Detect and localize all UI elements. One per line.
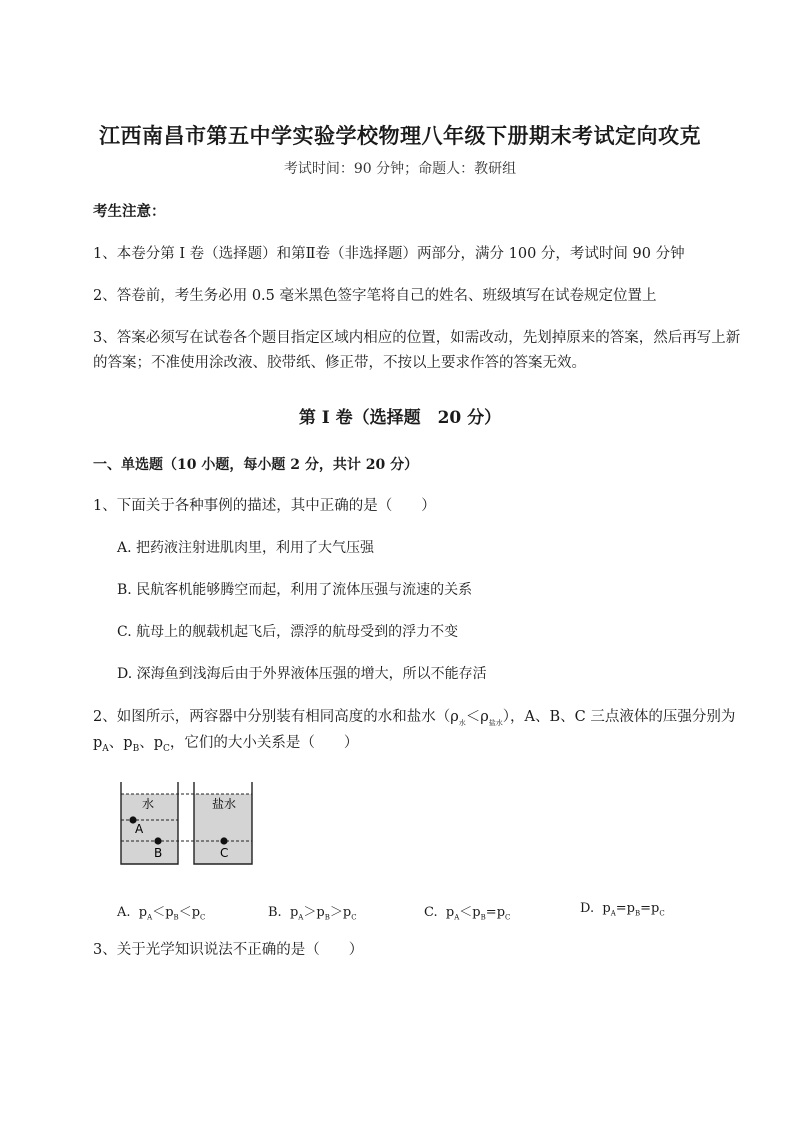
label-point-a: A (135, 822, 144, 836)
q2-choice-d: D. $p_A=p_B=p_C$ (580, 901, 665, 918)
q2-stem: 2、如图所示，两容器中分别装有相同高度的水和盐水$(\rho_水<\rho_{盐水})$，A、B、C 三点液体的压强分别为 (93, 709, 736, 727)
label-point-b: B (154, 846, 163, 860)
label-point-c: C (220, 846, 229, 860)
point-b-dot (154, 837, 161, 844)
q2-choice-b: B. $p_A>p_B>p_C$ (268, 905, 357, 922)
q2-choice-c: C. $p_A<p_B=p_C$ (424, 905, 511, 922)
q2-stem-line2: $p_A$、$p_B$、$p_C$，它们的大小关系是（ ） (93, 735, 359, 754)
label-water: 水 (142, 797, 155, 811)
page-title: 江西南昌市第五中学实验学校物理八年级下册期末考试定向攻克 (99, 123, 701, 148)
q1-option-c: C. 航母上的舰载机起飞后，漂浮的航母受到的浮力不变 (117, 624, 459, 640)
q1-option-b: B. 民航客机能够腾空而起，利用了流体压强与流速的关系 (117, 582, 473, 598)
notice-item-1: 1、本卷分第 I 卷（选择题）和第Ⅱ卷（非选择题）两部分，满分 100 分，考试时间 90 分钟 (93, 246, 685, 262)
label-saltwater: 盐水 (212, 797, 237, 811)
q2-choice-a: A. $p_A<p_B<p_C$ (117, 905, 206, 922)
section-title: 第 I 卷（选择题 20 分） (298, 408, 502, 428)
notice-item-3: 3、答案必须写在试卷各个题目指定区域内相应的位置，如需改动，先划掉原来的答案，然后再写上新 (93, 330, 741, 346)
q1-option-d: D. 深海鱼到浅海后由于外界液体压强的增大，所以不能存活 (117, 666, 487, 682)
notice-item-3-cont: 的答案；不准使用涂改液、胶带纸、修正带，不按以上要求作答的答案无效。 (93, 355, 586, 371)
part-heading: 一、单选题（10 小题，每小题 2 分，共计 20 分） (93, 457, 419, 473)
point-c-dot (220, 837, 227, 844)
q1-option-a: A. 把药液注射进肌肉里，利用了大气压强 (117, 540, 375, 556)
containers-diagram (118, 780, 268, 870)
notice-item-2: 2、答卷前，考生务必用 0.5 毫米黑色签字笔将自己的姓名、班级填写在试卷规定位置上 (93, 288, 657, 304)
q3-stem: 3、关于光学知识说法不正确的是（ ） (93, 942, 364, 958)
q1-stem: 1、下面关于各种事例的描述，其中正确的是（ ） (93, 498, 436, 514)
notice-heading: 考生注意： (93, 203, 166, 220)
exam-meta: 考试时间：90 分钟；命题人：教研组 (283, 161, 517, 177)
